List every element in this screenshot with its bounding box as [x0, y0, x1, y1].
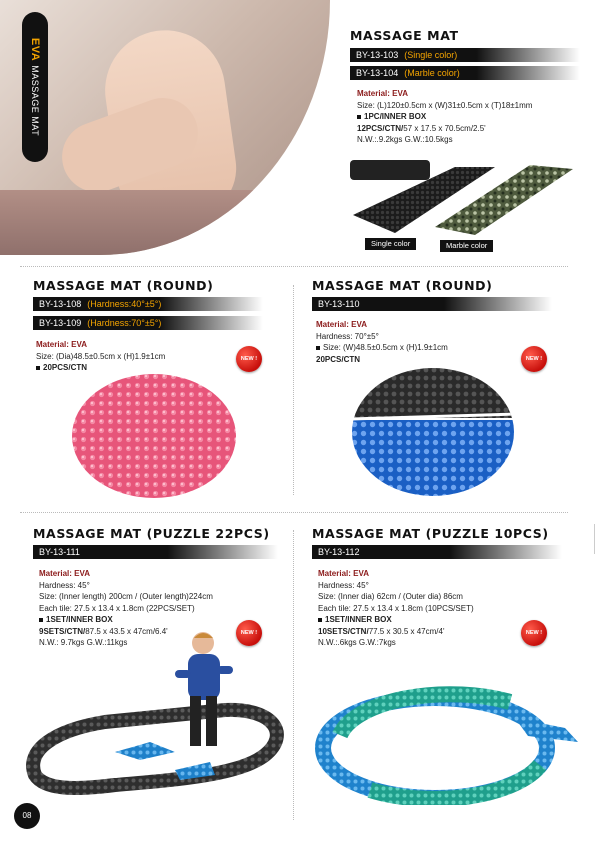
product5-puzzle-ring-image	[310, 680, 582, 805]
product5-material: Material: EVA	[318, 569, 369, 578]
product4-code-bar-1	[33, 545, 278, 559]
hero-mat-surface	[0, 190, 330, 255]
product2-variant-1: (Hardness:40°±5°)	[87, 299, 162, 309]
category-tab	[22, 12, 48, 162]
product3-hardness: Hardness: 70°±5°	[316, 331, 379, 341]
product5-code-1: BY-13-112	[318, 547, 360, 557]
product3-new-badge: NEW !	[521, 346, 547, 372]
hero-photo	[0, 0, 330, 255]
product1-size: Size: (L)120±0.5cm x (W)31±0.5cm x (T)18±1mm	[357, 100, 533, 110]
product5-specs	[318, 568, 474, 649]
product4-carton-size: 87.5 x 43.5 x 47cm/6.4'	[85, 626, 168, 636]
section-divider-1	[20, 266, 568, 267]
product1-variant-2: (Marble color)	[404, 68, 460, 78]
product1-mats-image	[345, 155, 580, 245]
bullet-icon	[357, 115, 361, 119]
product2-new-badge: NEW !	[236, 346, 262, 372]
page-edge-mark	[594, 524, 595, 554]
product5-weights: N.W.:.6kgs G.W.:7kgs	[318, 638, 396, 647]
product2-variant-2: (Hardness:70°±5°)	[87, 318, 162, 328]
product2-code-bar-2	[33, 316, 263, 330]
product3-code-bar-1	[312, 297, 552, 311]
product5-hardness: Hardness: 45°	[318, 580, 369, 590]
product4-weights: N.W.: 9.7kgs G.W.:11kgs	[39, 638, 128, 647]
product4-title: MASSAGE MAT (PUZZLE 22PCS)	[33, 526, 270, 541]
product5-carton-size: 77.5 x 30.5 x 47cm/4'	[368, 626, 445, 636]
product4-code-1: BY-13-111	[39, 547, 80, 557]
product1-code-2: BY-13-104	[356, 68, 399, 78]
product1-material: Material: EVA	[357, 89, 408, 98]
product3-packing: 20PCS/CTN	[316, 354, 361, 364]
product2-material: Material: EVA	[36, 340, 87, 349]
product4-packing: 1SET/INNER BOX	[46, 615, 113, 624]
product5-new-badge: NEW !	[521, 620, 547, 646]
product5-title: MASSAGE MAT (PUZZLE 10PCS)	[312, 526, 549, 541]
page-number: 08	[14, 803, 40, 829]
bullet-icon	[36, 366, 40, 370]
product5-tile: Each tile: 27.5 x 13.4 x 1.8cm (10PCS/SET)	[318, 603, 474, 613]
product1-weights: N.W.:.9.2kgs G.W.:10.5kgs	[357, 135, 453, 144]
bullet-icon	[316, 346, 320, 350]
product3-title: MASSAGE MAT (ROUND)	[312, 278, 493, 293]
product3-material: Material: EVA	[316, 320, 367, 329]
product4-material: Material: EVA	[39, 569, 90, 578]
column-divider-2	[293, 530, 294, 820]
product1-packing: 1PC/INNER BOX	[364, 112, 427, 121]
product4-carton-count: 9SETS/CTN/	[39, 626, 86, 636]
product1-code-1: BY-13-103	[356, 50, 399, 60]
product1-variant-1: (Single color)	[404, 50, 458, 60]
product2-title: MASSAGE MAT (ROUND)	[33, 278, 214, 293]
product5-size: Size: (Inner dia) 62cm / (Outer dia) 86cm	[318, 592, 463, 601]
product3-size: Size: (W)48.5±0.5cm x (H)1.9±1cm	[323, 343, 448, 352]
product3-code-1: BY-13-110	[318, 299, 360, 309]
product1-specs	[357, 88, 532, 146]
product1-carton-count: 12PCS/CTN/	[357, 123, 404, 133]
product1-carton-size: 57 x 17.5 x 70.5cm/2.5'	[403, 123, 486, 133]
column-divider-1	[293, 285, 294, 495]
product4-tile: Each tile: 27.5 x 13.4 x 1.8cm (22PCS/SET)	[39, 603, 195, 613]
bullet-icon	[318, 618, 322, 622]
product1-code-bar-1	[350, 48, 580, 62]
section-divider-2	[20, 512, 568, 513]
product5-carton-count: 10SETS/CTN/	[318, 626, 369, 636]
product2-code-2: BY-13-109	[39, 318, 82, 328]
product4-hardness: Hardness: 45°	[39, 580, 90, 590]
product4-size: Size: (Inner length) 200cm / (Outer length)224cm	[39, 592, 213, 601]
product2-specs	[36, 339, 165, 374]
product2-size: Size: (Dia)48.5±0.5cm x (H)1.9±1cm	[36, 351, 166, 361]
product2-round-mat-image	[70, 372, 238, 500]
category-prefix: EVA	[29, 37, 41, 62]
product5-code-bar-1	[312, 545, 562, 559]
product4-new-badge: NEW !	[236, 620, 262, 646]
product2-packing: 20PCS/CTN	[43, 363, 88, 372]
product1-title: MASSAGE MAT	[350, 28, 459, 43]
product1-caption-single: Single color	[365, 238, 416, 250]
product3-specs	[316, 319, 448, 365]
product5-packing: 1SET/INNER BOX	[325, 615, 392, 624]
category-label: MASSAGE MAT	[30, 65, 40, 137]
product3-round-mat-image	[350, 366, 516, 498]
product2-code-1: BY-13-108	[39, 299, 82, 309]
product1-code-bar-2	[350, 66, 580, 80]
product1-caption-marble: Marble color	[440, 240, 493, 252]
product2-code-bar-1	[33, 297, 263, 311]
bullet-icon	[39, 618, 43, 622]
product4-puzzle-track-image	[25, 630, 287, 800]
